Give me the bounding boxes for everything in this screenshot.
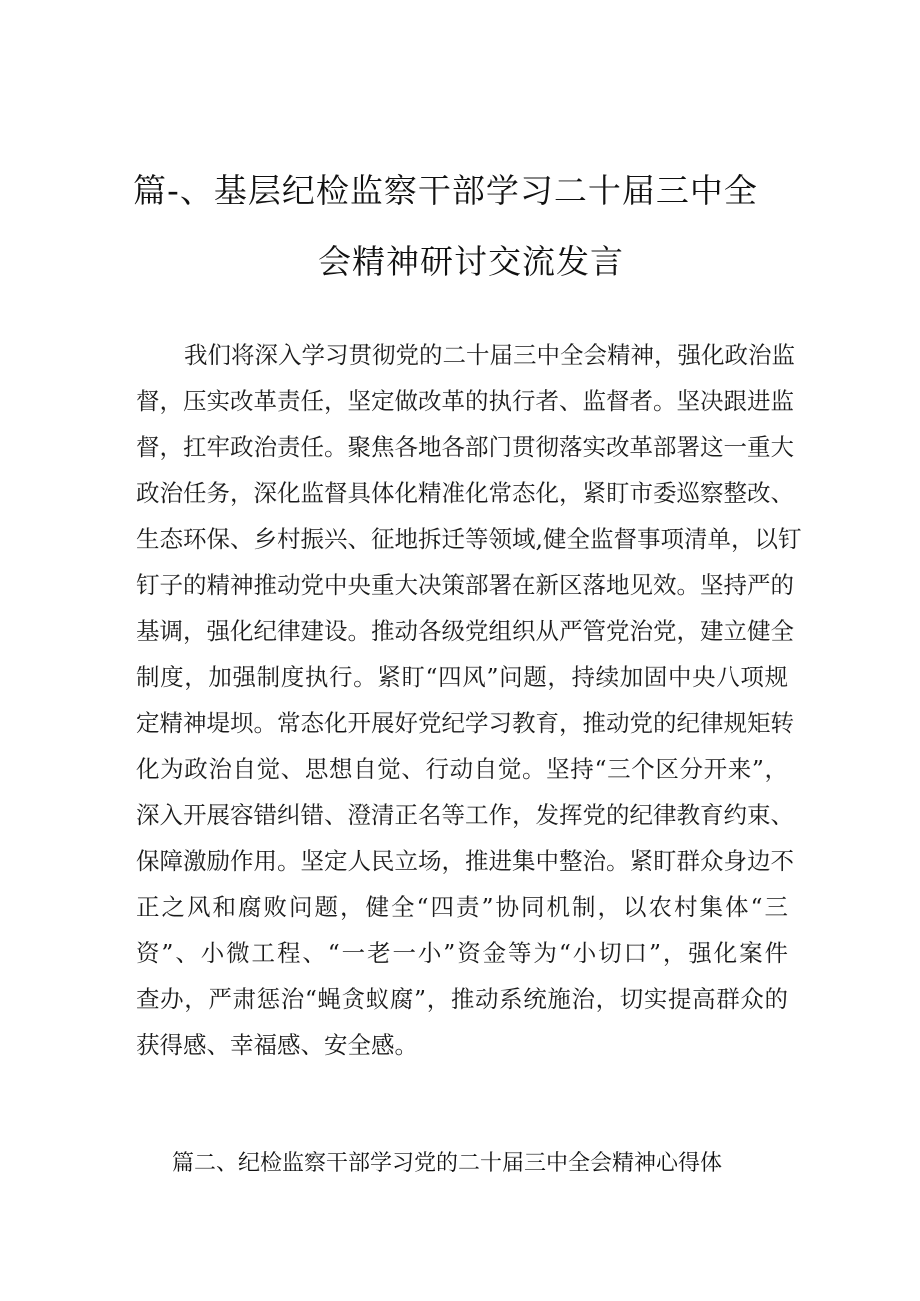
body-line: 督，压实改革责任，坚定做改革的执行者、监督者。坚决跟进监: [136, 387, 794, 415]
body-line: 获得感、幸福感、安全感。: [136, 1031, 418, 1059]
body-paragraph: [136, 332, 802, 1068]
body-line: 化为政治自觉、思想自觉、行动自觉。坚持“三个区分开来”，: [136, 755, 788, 783]
body-line: 制度，加强制度执行。紧盯“四风”问题，持续加固中央八项规: [136, 663, 788, 691]
body-line: 我们将深入学习贯彻党的二十届三中全会精神，强化政治监: [184, 341, 795, 369]
document-title-line-1: 篇-、基层纪检监察干部学习二十届三中全: [133, 171, 758, 210]
body-line: 定精神堤坝。常态化开展好党纪学习教育，推动党的纪律规矩转: [136, 709, 794, 737]
document-title-line-2: 会精神研讨交流发言: [318, 242, 624, 281]
body-line: 基调，强化纪律建设。推动各级党组织从严管党治党，建立健全: [136, 617, 794, 645]
body-line: 政治任务，深化监督具体化精准化常态化，紧盯市委巡察整改、: [136, 479, 794, 507]
body-line: 保障激励作用。坚定人民立场，推进集中整治。紧盯群众身边不: [136, 847, 794, 875]
body-line: 生态环保、乡村振兴、征地拆迁等领域,健全监督事项清单，以钉: [136, 525, 802, 553]
body-line: 钉子的精神推动党中央重大决策部署在新区落地见效。坚持严的: [136, 571, 794, 599]
section-2-title: 篇二、纪检监察干部学习党的二十届三中全会精神心得体: [172, 1151, 723, 1176]
body-line: 查办，严肃惩治“蝇贪蚁腐”，推动系统施治，切实提高群众的: [136, 985, 788, 1013]
body-line: 资”、小微工程、“一老一小”资金等为“小切口”，强化案件: [136, 939, 788, 967]
body-line: 督，扛牢政治责任。聚焦各地各部门贯彻落实改革部署这一重大: [136, 433, 794, 461]
body-line: 深入开展容错纠错、澄清正名等工作，发挥党的纪律教育约束、: [136, 801, 794, 829]
body-line: 正之风和腐败问题，健全“四责”协同机制，以农村集体“三: [136, 893, 788, 921]
